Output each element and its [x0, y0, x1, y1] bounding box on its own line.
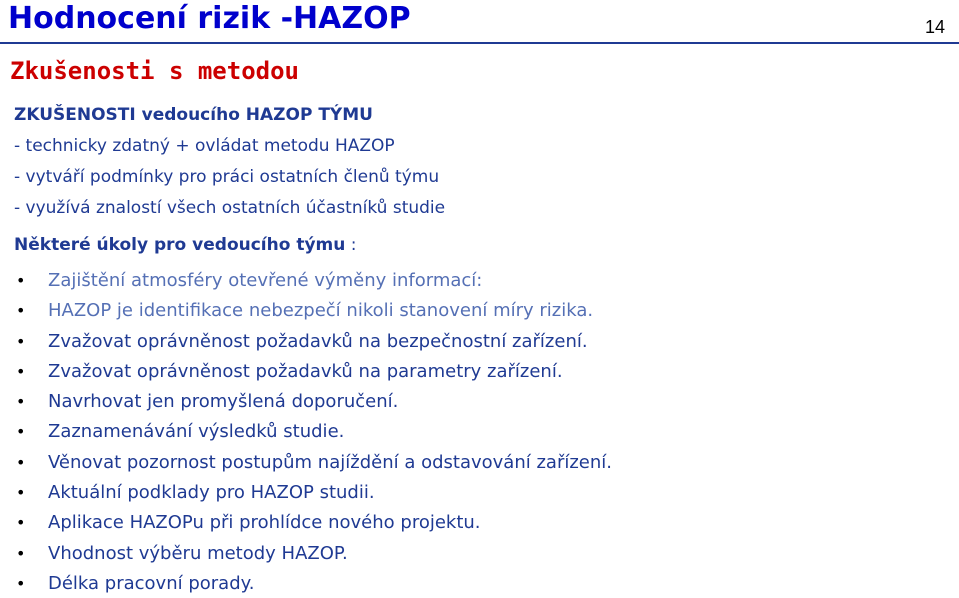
list-item [0, 387, 612, 417]
list-item-text: Aplikace HAZOPu při prohlídce nového projektu. [48, 512, 481, 534]
bullet-icon: • [16, 392, 26, 412]
bullet-icon: • [16, 513, 26, 533]
experience-line: - technicky zdatný + ovládat metodu HAZOP [14, 136, 395, 156]
list-item [0, 357, 612, 387]
list-item [0, 448, 612, 478]
experience-line: - vytváří podmínky pro práci ostatních členů týmu [14, 167, 440, 187]
list-item-text: Vhodnost výběru metody HAZOP. [48, 542, 348, 564]
list-item [0, 569, 612, 598]
team-leader-experience [14, 100, 445, 224]
tasks-heading [14, 230, 357, 260]
list-item [0, 508, 612, 538]
slide-title: Hodnocení rizik -HAZOP [8, 1, 411, 36]
tasks-heading-suffix: : [345, 235, 357, 255]
list-item-text: Zvažovat oprávněnost požadavků na bezpečnostní zařízení. [48, 330, 588, 352]
list-item [0, 327, 612, 357]
list-item-text: Zvažovat oprávněnost požadavků na parametry zařízení. [48, 360, 563, 382]
bullet-icon: • [16, 452, 26, 472]
bullet-icon: • [16, 573, 26, 593]
bullet-icon: • [16, 331, 26, 351]
list-item-text: HAZOP je identifikace nebezpečí nikoli stanovení míry rizika. [48, 300, 594, 322]
bullet-icon: • [16, 422, 26, 442]
list-item [0, 417, 612, 447]
bullet-icon: • [16, 361, 26, 381]
bullet-icon: • [16, 483, 26, 503]
page-number: 14 [924, 17, 945, 37]
slide-subtitle: Zkušenosti s metodou [10, 57, 299, 85]
list-item-text: Zajištění atmosféry otevřené výměny informací: [48, 270, 483, 291]
list-item [0, 296, 612, 326]
list-item [0, 266, 612, 296]
title-divider [0, 42, 959, 44]
experience-line: - využívá znalostí všech ostatních účastníků studie [14, 198, 446, 218]
list-item-text: Navrhovat jen promyšlená doporučení. [48, 391, 399, 413]
tasks-heading-text: Některé úkoly pro vedoucího týmu [14, 235, 346, 255]
tasks-list [0, 266, 612, 598]
bullet-icon: • [16, 543, 26, 563]
list-item-text: Aktuální podklady pro HAZOP studii. [48, 482, 375, 504]
list-item-text: Délka pracovní porady. [48, 572, 255, 594]
list-item [0, 478, 612, 508]
list-item-text: Věnovat pozornost postupům najíždění a odstavování zařízení. [48, 451, 612, 473]
bullet-icon: • [16, 301, 26, 321]
list-item [0, 539, 612, 569]
experience-heading: ZKUŠENOSTI vedoucího HAZOP TÝMU [14, 105, 373, 125]
bullet-icon: • [16, 271, 26, 290]
list-item-text: Zaznamenávání výsledků studie. [48, 421, 345, 443]
